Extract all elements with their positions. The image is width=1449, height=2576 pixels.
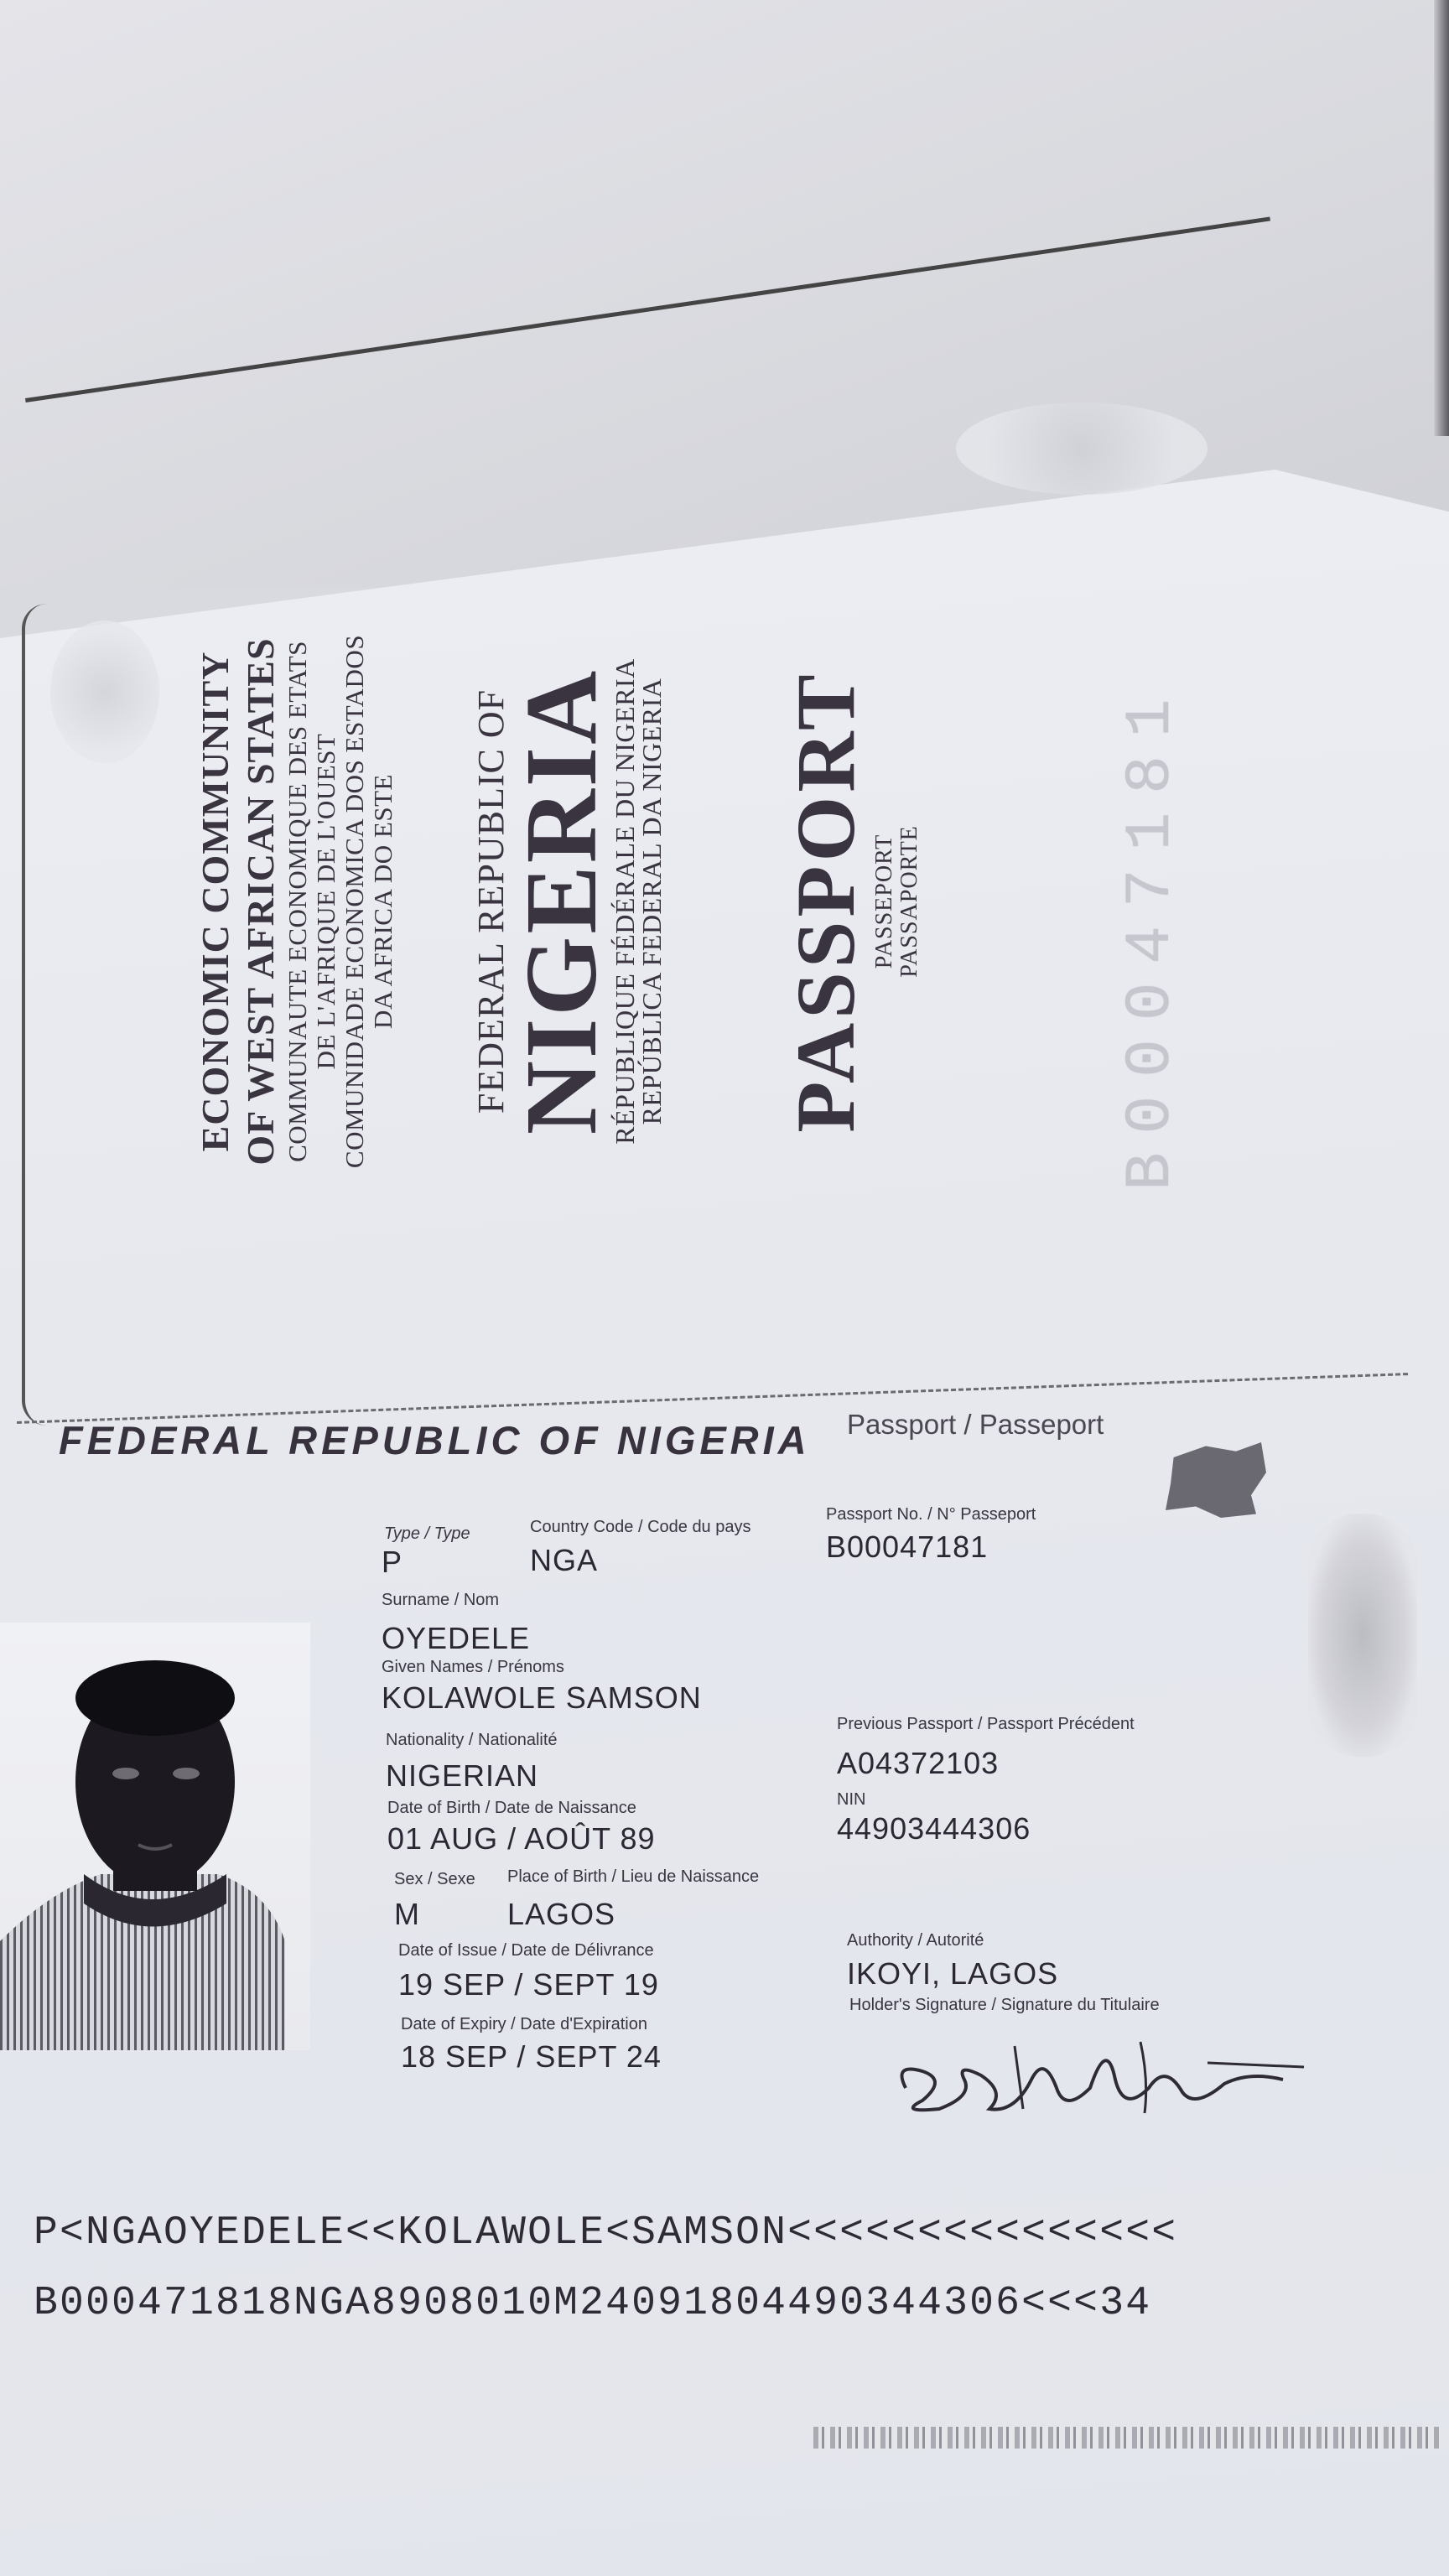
- security-strip: [813, 2427, 1442, 2449]
- country-code-value: NGA: [530, 1543, 599, 1577]
- country-block: [470, 461, 665, 1342]
- coat-of-arms-ghost-icon: [50, 621, 159, 763]
- ecowas-title-line2: OF WEST AFRICAN STATES: [239, 637, 282, 1166]
- dob-label: Date of Birth / Date de Naissance: [387, 1799, 636, 1817]
- holder-portrait-icon: [0, 1623, 310, 2050]
- country-portuguese: REPÚBLICA FEDERAL DA NIGERIA: [636, 678, 667, 1125]
- type-label: Type / Type: [384, 1524, 470, 1543]
- surname-value: OYEDELE: [382, 1621, 531, 1655]
- ghost-portrait-image: [1308, 1514, 1417, 1757]
- previous-passport-label: Previous Passport / Passport Précédent: [837, 1715, 1135, 1733]
- passport-number-value: B00047181: [826, 1530, 989, 1564]
- document-title-portuguese: PASSAPORTE: [896, 825, 922, 978]
- given-names-value: KOLAWOLE SAMSON: [382, 1680, 702, 1715]
- passport-cover: [193, 461, 1157, 1342]
- type-value: P: [382, 1545, 403, 1579]
- ecowas-french-line2: DE L'AFRIQUE DE L'OUEST: [311, 733, 340, 1070]
- date-of-expiry-label: Date of Expiry / Date d'Expiration: [401, 2015, 647, 2033]
- document-type-block: [780, 461, 922, 1342]
- ecowas-french-line1: COMMUNAUTE ECONOMIQUE DES ETATS: [283, 641, 312, 1162]
- date-of-issue-value: 19 SEP / SEPT 19: [398, 1967, 659, 2002]
- cover-left-edge: [22, 604, 59, 1426]
- surname-label: Surname / Nom: [382, 1591, 500, 1609]
- document-title-french: PASSEPORT: [871, 834, 897, 969]
- ecowas-portuguese-line2: DA AFRICA DO ESTE: [368, 774, 397, 1029]
- mrz-line-2: B000471818NGA8908010M24091804490344306<<<34: [34, 2281, 1152, 2326]
- passport-number-label: Passport No. / N° Passeport: [826, 1505, 1036, 1524]
- country-name: NIGERIA: [505, 667, 618, 1135]
- nin-value: 44903444306: [837, 1811, 1031, 1846]
- table-edge: [1434, 0, 1449, 436]
- previous-passport-value: A04372103: [837, 1746, 1000, 1780]
- holder-photo: [0, 1623, 310, 2050]
- document-title: PASSPORT: [779, 670, 872, 1133]
- holder-signature-image: [889, 2029, 1308, 2130]
- data-page-heading: FEDERAL REPUBLIC OF NIGERIA: [59, 1418, 811, 1462]
- country-code-label: Country Code / Code du pays: [530, 1518, 751, 1536]
- perforated-serial-number: B00047181: [1115, 680, 1187, 1191]
- country-heading: FEDERAL REPUBLIC OF: [470, 688, 512, 1114]
- date-of-expiry-value: 18 SEP / SEPT 24: [401, 2039, 662, 2074]
- nin-label: NIN: [837, 1790, 866, 1809]
- nationality-value: NIGERIAN: [386, 1758, 539, 1793]
- mrz-line-1: P<NGAOYEDELE<<KOLAWOLE<SAMSON<<<<<<<<<<<<<<<: [34, 2210, 1178, 2256]
- sex-value: M: [394, 1897, 420, 1931]
- data-page-doc-label: Passport / Passeport: [847, 1409, 1104, 1440]
- given-names-label: Given Names / Prénoms: [382, 1658, 564, 1676]
- date-of-issue-label: Date of Issue / Date de Délivrance: [398, 1941, 654, 1960]
- nationality-label: Nationality / Nationalité: [386, 1731, 558, 1749]
- ecowas-block: [193, 461, 397, 1342]
- ecowas-title-line1: ECONOMIC COMMUNITY: [194, 651, 236, 1152]
- sex-label: Sex / Sexe: [394, 1870, 475, 1888]
- dob-value: 01 AUG / AOÛT 89: [387, 1821, 656, 1856]
- authority-label: Authority / Autorité: [847, 1931, 984, 1950]
- place-of-birth-value: LAGOS: [507, 1897, 616, 1931]
- ecowas-portuguese-line1: COMUNIDADE ECONOMICA DOS ESTADOS: [340, 634, 369, 1169]
- authority-value: IKOYI, LAGOS: [847, 1956, 1059, 1991]
- signature-label: Holder's Signature / Signature du Titulaire: [849, 1996, 1160, 2014]
- country-french: RÉPUBLIQUE FÉDÉRALE DU NIGERIA: [610, 658, 640, 1145]
- place-of-birth-label: Place of Birth / Lieu de Naissance: [507, 1867, 760, 1886]
